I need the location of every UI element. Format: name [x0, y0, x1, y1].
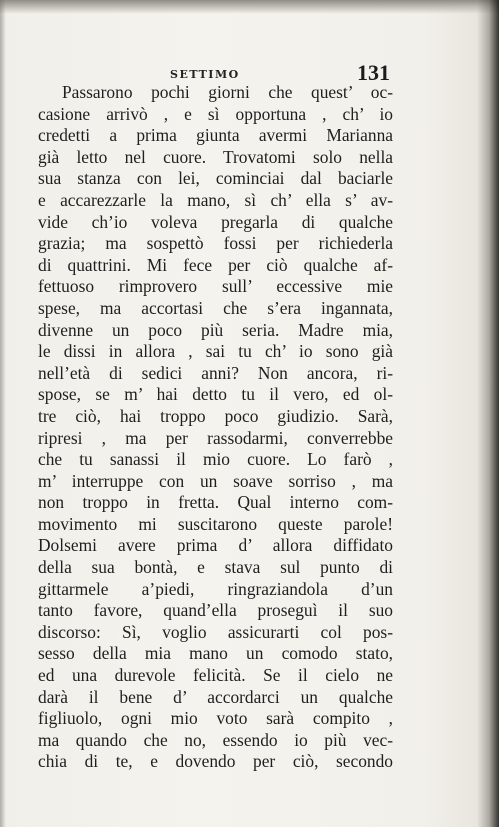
page-top-edge	[0, 0, 499, 14]
page-number: 131	[357, 60, 390, 85]
text-line: spese, ma accortasi che s’era ingannata,	[38, 297, 393, 318]
text-line: sua stanza con lei, cominciai dal baciarle	[38, 168, 393, 189]
text-line: spose, se m’ hai detto tu il vero, ed ol-	[38, 384, 393, 405]
page-left-edge	[0, 0, 6, 827]
text-line: darà il bene d’ accordarci un qualche	[38, 686, 393, 707]
text-line: ed una durevole felicità. Se il cielo ne	[38, 665, 393, 686]
text-line: grazia; ma sospettò fossi per richiederla	[38, 233, 393, 254]
text-line: le dissi in allora , sai tu ch’ io sono già	[38, 341, 393, 362]
text-line: movimento mi suscitarono queste parole!	[38, 513, 393, 534]
body-text	[38, 82, 393, 773]
text-line: vide ch’io voleva pregarla di qualche	[38, 211, 393, 232]
text-line: chia di te, e dovendo per ciò, secondo	[38, 751, 393, 772]
text-line: Dolsemi avere prima d’ allora diffidato	[38, 535, 393, 556]
text-line: m’ interruppe con un soave sorriso , ma	[38, 470, 393, 491]
text-line: non troppo in fretta. Qual interno com-	[38, 492, 393, 513]
text-line: sesso della mia mano un comodo stato,	[38, 643, 393, 664]
text-line: e accarezzarle la mano, sì ch’ ella s’ av-	[38, 189, 393, 210]
text-line: figliuolo, ogni mio voto sarà compito ,	[38, 708, 393, 729]
text-line: che tu sanassi il mio cuore. Lo farò ,	[38, 449, 393, 470]
text-line: Passarono pochi giorni che quest’ oc-	[62, 82, 393, 102]
text-line: di quattrini. Mi fece per ciò qualche af-	[38, 254, 393, 275]
text-line: credetti a prima giunta avermi Marianna	[38, 125, 393, 146]
text-line: ma quando che no, essendo io più vec-	[38, 729, 393, 750]
text-line: discorso: Sì, voglio assicurarti col pos-	[38, 621, 393, 642]
running-head: SETTIMO	[170, 68, 240, 81]
text-line: della sua bontà, e stava sul punto di	[38, 557, 393, 578]
text-line: fettuoso rimprovero sull’ eccessive mie	[38, 276, 393, 297]
text-line: gittarmele a’piedi, ringraziandola d’un	[38, 578, 393, 599]
spine-shadow	[477, 0, 499, 827]
text-line: casione arrivò , e sì opportuna , ch’ io	[38, 103, 393, 124]
text-line: già letto nel cuore. Trovatomi solo nella	[38, 146, 393, 167]
text-line: ripresi , ma per rassodarmi, converrebbe	[38, 427, 393, 448]
text-line: tanto favore, quand’ella proseguì il suo	[38, 600, 393, 621]
text-line: tre ciò, hai troppo poco giudizio. Sarà,	[38, 405, 393, 426]
text-line: divenne un poco più seria. Madre mia,	[38, 319, 393, 340]
text-line: nell’età di sedici anni? Non ancora, ri-	[38, 362, 393, 383]
